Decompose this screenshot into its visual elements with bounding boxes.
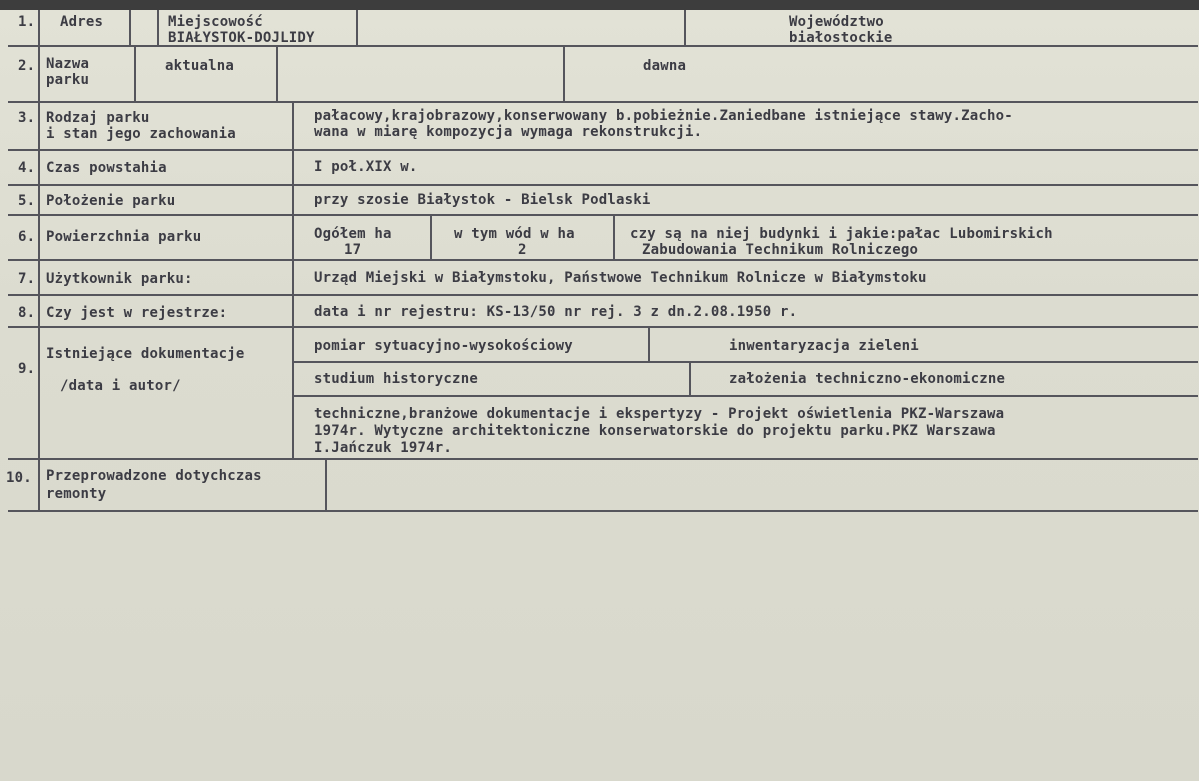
- park-name-label: parku: [46, 72, 90, 88]
- rule: [563, 47, 565, 101]
- row-number: 9.: [18, 361, 36, 377]
- rule: [325, 460, 327, 512]
- total-area-value: 17: [344, 242, 362, 258]
- user-value: Urząd Miejski w Białymstoku, Państwowe Technikum Rolnicze w Białymstoku: [314, 270, 927, 286]
- rule: [8, 510, 1198, 512]
- park-type-value: wana w miarę kompozycja wymaga rekonstrukcji.: [314, 124, 703, 140]
- park-type-label: Rodzaj parku: [46, 110, 150, 126]
- rule: [8, 149, 1198, 151]
- water-area-label: w tym wód w ha: [454, 226, 575, 242]
- renovations-label: Przeprowadzone dotychczas: [46, 468, 262, 484]
- voivodeship-value: białostockie: [789, 30, 893, 46]
- documentation-label: /data i autor/: [60, 378, 181, 394]
- row-number: 7.: [18, 271, 36, 287]
- row-number: 10.: [6, 470, 32, 486]
- rule: [293, 395, 1198, 397]
- register-value: data i nr rejestru: KS-13/50 nr rej. 3 z dn.2.08.1950 r.: [314, 304, 798, 320]
- rule: [8, 294, 1198, 296]
- rule: [8, 184, 1198, 186]
- technical-docs-text: 1974r. Wytyczne architektoniczne konserwatorskie do projektu parku.PKZ Warszawa: [314, 423, 996, 439]
- row-number: 6.: [18, 229, 36, 245]
- location-value: przy szosie Białystok - Bielsk Podlaski: [314, 192, 651, 208]
- survey-doc: pomiar sytuacyjno-wysokościowy: [314, 338, 573, 354]
- historical-study-doc: studium historyczne: [314, 371, 478, 387]
- register-label: Czy jest w rejestrze:: [46, 305, 228, 321]
- rule: [613, 216, 615, 259]
- rule: [689, 363, 691, 395]
- rule: [38, 10, 40, 510]
- buildings-text: czy są na niej budynki i jakie:pałac Lubomirskich: [630, 226, 1053, 242]
- rule: [8, 326, 1198, 328]
- former-name-label: dawna: [643, 58, 687, 74]
- locality-value: BIAŁYSTOK-DOJLIDY: [168, 30, 315, 46]
- rule: [684, 10, 686, 45]
- documentation-label: Istniejące dokumentacje: [46, 346, 245, 362]
- rule: [293, 361, 1198, 363]
- row-number: 4.: [18, 160, 36, 176]
- rule: [292, 103, 294, 458]
- user-label: Użytkownik parku:: [46, 271, 193, 287]
- locality-label: Miejscowość: [168, 14, 263, 30]
- technical-docs-text: techniczne,branżowe dokumentacje i ekspertyzy - Projekt oświetlenia PKZ-Warszawa: [314, 406, 1005, 422]
- rule: [430, 216, 432, 259]
- total-area-label: Ogółem ha: [314, 226, 392, 242]
- rule: [8, 214, 1198, 216]
- current-name-label: aktualna: [165, 58, 235, 74]
- water-area-value: 2: [518, 242, 527, 258]
- creation-time-label: Czas powstahia: [46, 160, 167, 176]
- row-number: 1.: [18, 14, 36, 30]
- row-number: 5.: [18, 193, 36, 209]
- buildings-text: Zabudowania Technikum Rolniczego: [642, 242, 919, 258]
- area-label: Powierzchnia parku: [46, 229, 202, 245]
- tech-econ-assumptions-doc: założenia techniczno-ekonomiczne: [729, 371, 1006, 387]
- technical-docs-text: I.Jańczuk 1974r.: [314, 440, 453, 456]
- greenery-inventory-doc: inwentaryzacja zieleni: [729, 338, 919, 354]
- renovations-label: remonty: [46, 486, 107, 502]
- rule: [134, 47, 136, 101]
- rule: [8, 101, 1198, 103]
- rule: [129, 10, 131, 45]
- park-type-label: i stan jego zachowania: [46, 126, 236, 142]
- park-name-label: Nazwa: [46, 56, 90, 72]
- voivodeship-label: Województwo: [789, 14, 884, 30]
- rule: [8, 458, 1198, 460]
- address-label: Adres: [60, 14, 104, 30]
- rule: [8, 259, 1198, 261]
- park-type-value: pałacowy,krajobrazowy,konserwowany b.pobieżnie.Zaniedbane istniejące stawy.Zacho-: [314, 108, 1013, 124]
- rule: [648, 328, 650, 361]
- creation-time-value: I poł.XIX w.: [314, 159, 418, 175]
- row-number: 2.: [18, 58, 36, 74]
- rule: [157, 10, 159, 45]
- rule: [356, 10, 358, 45]
- row-number: 3.: [18, 110, 36, 126]
- rule: [276, 47, 278, 101]
- row-number: 8.: [18, 305, 36, 321]
- scan-top-edge: [0, 0, 1199, 10]
- location-label: Położenie parku: [46, 193, 176, 209]
